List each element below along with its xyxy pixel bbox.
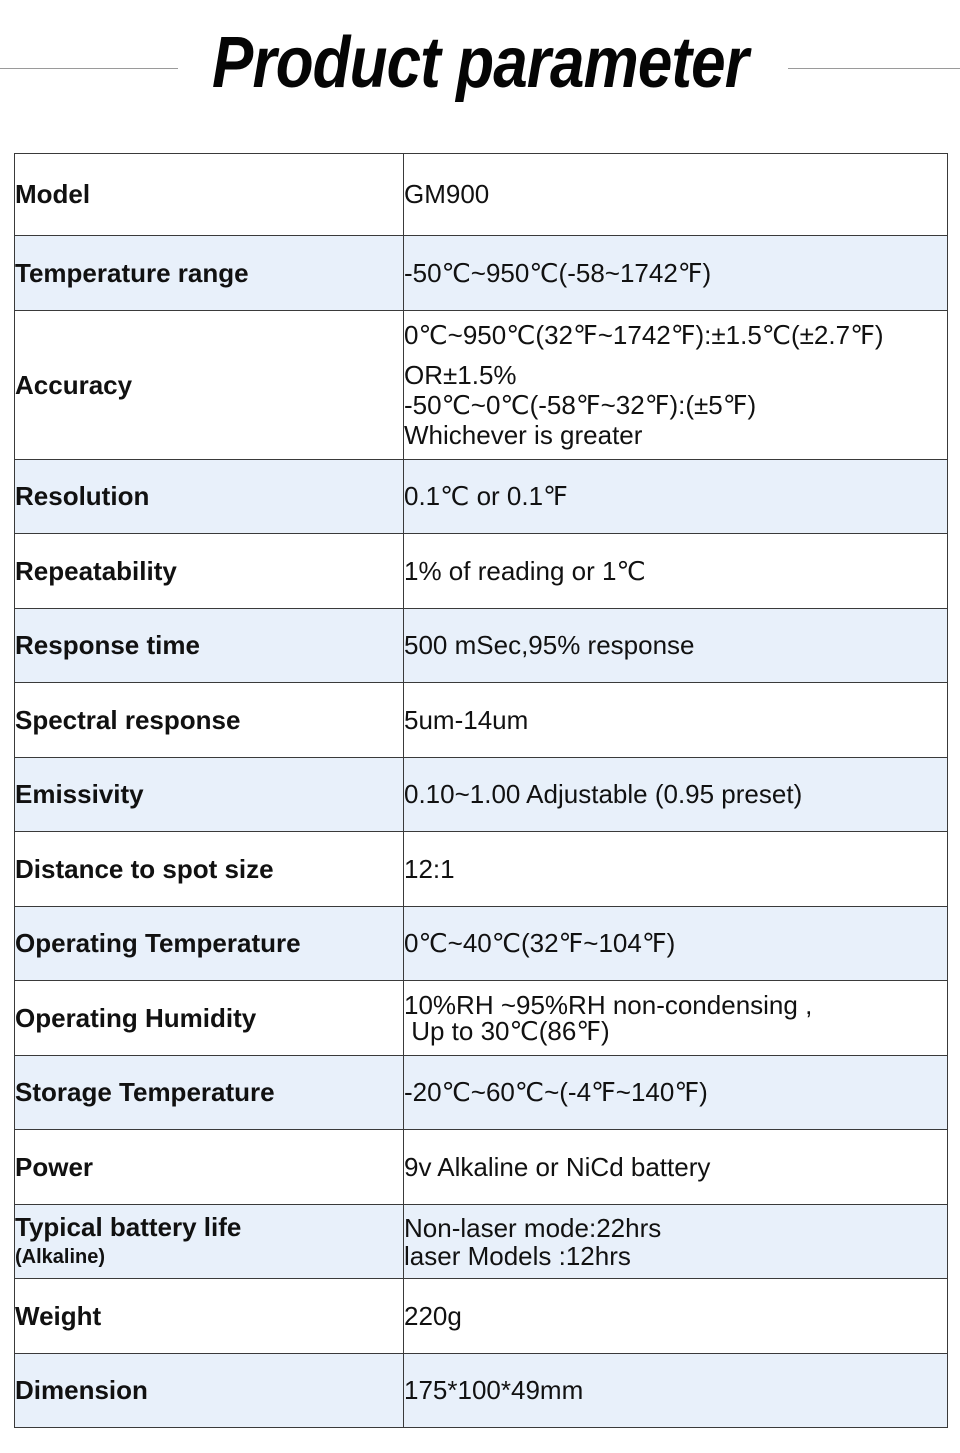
row-label: Accuracy: [15, 311, 404, 460]
row-label: Distance to spot size: [15, 832, 404, 907]
row-label: Temperature range: [15, 236, 404, 311]
table-row: [15, 460, 948, 534]
row-value: 0.1℃ or 0.1℉: [404, 460, 948, 534]
row-label-sub: (Alkaline): [15, 1245, 106, 1268]
value-line: -50℃~0℃(-58℉~32℉):(±5℉): [404, 390, 757, 420]
table-row: [15, 1279, 948, 1354]
table-row: [15, 609, 948, 683]
value-line: 0℃~950℃(32℉~1742℉):±1.5℃(±2.7℉): [404, 320, 884, 350]
row-label: Power: [15, 1130, 404, 1205]
row-value: GM900: [404, 154, 948, 236]
header: [0, 0, 960, 140]
row-value: 5um-14um: [404, 683, 948, 758]
table-row: [15, 236, 948, 311]
row-label: Weight: [15, 1279, 404, 1354]
table-row: [15, 683, 948, 758]
value-line: OR±1.5%: [404, 360, 517, 390]
row-label-main: Typical battery life: [15, 1211, 242, 1242]
table-row: [15, 1130, 948, 1205]
value-line: Whichever is greater: [404, 420, 643, 450]
table-row: [15, 907, 948, 981]
row-value: 175*100*49mm: [404, 1354, 948, 1428]
row-value: 220g: [404, 1279, 948, 1354]
row-value: 0℃~40℃(32℉~104℉): [404, 907, 948, 981]
row-value: -20℃~60℃~(-4℉~140℉): [404, 1056, 948, 1130]
row-label: Repeatability: [15, 534, 404, 609]
value-line: Non-laser mode:22hrs: [404, 1212, 662, 1243]
row-label: Storage Temperature: [15, 1056, 404, 1130]
row-label: Operating Temperature: [15, 907, 404, 981]
table-row: [15, 1205, 948, 1279]
row-label: Emissivity: [15, 758, 404, 832]
row-value: 1% of reading or 1℃: [404, 534, 948, 609]
row-value: 9v Alkaline or NiCd battery: [404, 1130, 948, 1205]
table-row: [15, 1056, 948, 1130]
value-line: 10%RH ~95%RH non-condensing ,: [404, 990, 813, 1020]
row-value: 0.10~1.00 Adjustable (0.95 preset): [404, 758, 948, 832]
row-value: [404, 311, 948, 460]
table-row: [15, 981, 948, 1056]
value-line: laser Models :12hrs: [404, 1240, 631, 1271]
row-value: 12:1: [404, 832, 948, 907]
table-row: [15, 534, 948, 609]
table-row: [15, 311, 948, 460]
row-label: Model: [15, 154, 404, 236]
table-row: [15, 154, 948, 236]
row-value: [404, 981, 948, 1056]
row-value: [404, 1205, 948, 1279]
table-row: [15, 758, 948, 832]
row-label: Resolution: [15, 460, 404, 534]
row-label: Response time: [15, 609, 404, 683]
row-value: -50℃~950℃(-58~1742℉): [404, 236, 948, 311]
value-line: Up to 30℃(86℉): [404, 1016, 610, 1046]
title-rule-right: [788, 68, 960, 69]
page-title: Product parameter: [212, 23, 748, 103]
row-value: 500 mSec,95% response: [404, 609, 948, 683]
row-label: [15, 1205, 404, 1279]
row-label: Dimension: [15, 1354, 404, 1428]
row-label: Spectral response: [15, 683, 404, 758]
parameter-table: [14, 153, 948, 1428]
table-row: [15, 1354, 948, 1428]
row-label: Operating Humidity: [15, 981, 404, 1056]
table-row: [15, 832, 948, 907]
